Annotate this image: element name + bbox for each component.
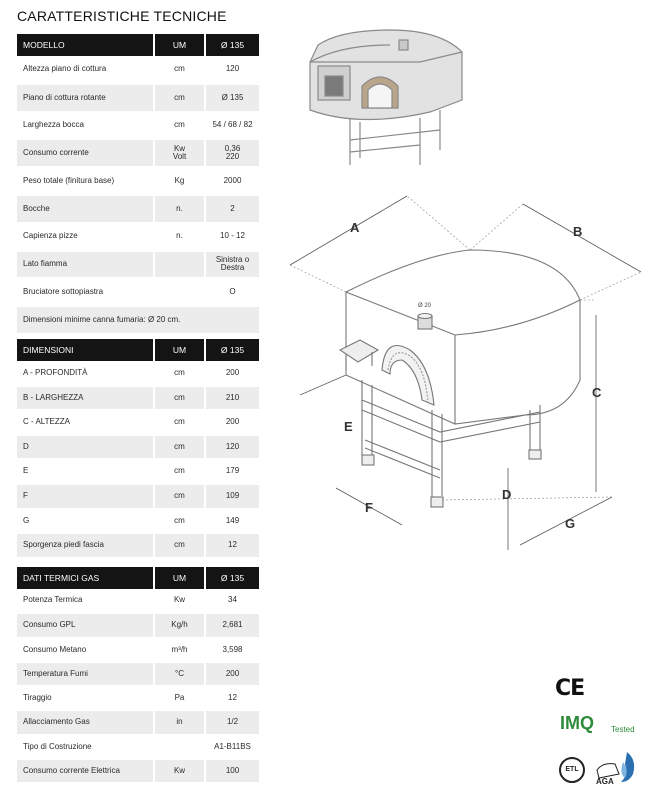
row-label: C - ALTEZZA: [17, 410, 154, 435]
value-cell: 100: [205, 759, 259, 783]
unit-cell: cm: [154, 410, 205, 435]
row-label: Consumo corrente Elettrica: [17, 759, 154, 783]
unit-cell: cm: [154, 509, 205, 534]
unit-cell: cm: [154, 84, 205, 112]
value-cell: 1/2: [205, 710, 259, 734]
row-label: E: [17, 459, 154, 484]
unit-cell: Kg: [154, 167, 205, 195]
row-label: Peso totale (finitura base): [17, 167, 154, 195]
row-label: Bruciatore sottopiastra: [17, 278, 154, 306]
unit-cell: in: [154, 710, 205, 734]
dimension-label-f: F: [365, 500, 373, 515]
imq-logo-icon: IMQ: [560, 713, 594, 733]
row-label: Tipo di Costruzione: [17, 735, 154, 759]
row-label: Consumo GPL: [17, 613, 154, 637]
unit-cell: n.: [154, 223, 205, 251]
value-cell: 200: [205, 410, 259, 435]
value-cell: 200: [205, 361, 259, 386]
unit-cell: Pa: [154, 686, 205, 710]
row-label: Bocche: [17, 195, 154, 223]
row-label: Allacciamento Gas: [17, 710, 154, 734]
ce-mark-icon: CE: [555, 676, 585, 701]
unit-cell: cm: [154, 533, 205, 558]
value-cell: 210: [205, 386, 259, 411]
unit-cell: Kw Volt: [154, 139, 205, 167]
value-cell: 54 / 68 / 82: [205, 112, 259, 140]
unit-cell: cm: [154, 112, 205, 140]
row-label: D: [17, 435, 154, 460]
oven-main-drawing: [290, 196, 641, 550]
row-label: A - PROFONDITÀ: [17, 361, 154, 386]
value-cell: 149: [205, 509, 259, 534]
row-label: Potenza Termica: [17, 589, 154, 613]
column-header: MODELLO: [17, 34, 154, 56]
value-cell: 109: [205, 484, 259, 509]
unit-cell: Kw: [154, 589, 205, 613]
column-header: DIMENSIONI: [17, 339, 154, 361]
value-cell: 120: [205, 435, 259, 460]
imq-tested-label: Tested: [611, 725, 635, 734]
column-header: Ø 135: [205, 34, 259, 56]
unit-cell: m³/h: [154, 638, 205, 662]
etl-listed-icon: ETL: [559, 757, 585, 783]
aga-logo-icon: [593, 748, 641, 786]
value-cell: Ø 135: [205, 84, 259, 112]
oven-preview-image: [310, 30, 462, 165]
value-cell: 12: [205, 686, 259, 710]
row-label: Sporgenza piedi fascia: [17, 533, 154, 558]
svg-text:AGA: AGA: [596, 777, 614, 786]
value-cell: 12: [205, 533, 259, 558]
unit-cell: n.: [154, 195, 205, 223]
column-header: Ø 135: [205, 567, 259, 589]
unit-cell: cm: [154, 484, 205, 509]
value-cell: 120: [205, 56, 259, 84]
unit-cell: cm: [154, 361, 205, 386]
value-cell: 3,598: [205, 638, 259, 662]
dimension-label-b: B: [573, 224, 583, 239]
unit-cell: cm: [154, 56, 205, 84]
dimension-label-g: G: [565, 516, 576, 531]
column-header: UM: [154, 567, 205, 589]
row-label: Lato fiamma: [17, 251, 154, 279]
page-title: CARATTERISTICHE TECNICHE: [17, 8, 227, 24]
column-header: UM: [154, 339, 205, 361]
unit-cell: °C: [154, 662, 205, 686]
value-cell: 2: [205, 195, 259, 223]
row-label: Tiraggio: [17, 686, 154, 710]
dimension-label-a: A: [350, 220, 360, 235]
flue-diameter-label: Ø 20: [418, 303, 432, 309]
row-label: Temperatura Fumi: [17, 662, 154, 686]
row-label: F: [17, 484, 154, 509]
value-cell: 2,681: [205, 613, 259, 637]
unit-cell: cm: [154, 386, 205, 411]
value-cell: 34: [205, 589, 259, 613]
column-header: UM: [154, 34, 205, 56]
value-cell: 0,36 220: [205, 139, 259, 167]
value-cell: O: [205, 278, 259, 306]
unit-cell: cm: [154, 435, 205, 460]
row-label: Altezza piano di cottura: [17, 56, 154, 84]
value-cell: 10 - 12: [205, 223, 259, 251]
unit-cell: Kw: [154, 759, 205, 783]
value-cell: A1-B11BS: [205, 735, 259, 759]
value-cell: 179: [205, 459, 259, 484]
row-label: Piano di cottura rotante: [17, 84, 154, 112]
column-header: Ø 135: [205, 339, 259, 361]
row-label: G: [17, 509, 154, 534]
unit-cell: cm: [154, 459, 205, 484]
dimension-label-d: D: [502, 487, 512, 502]
value-cell: Sinistra o Destra: [205, 251, 259, 279]
dimension-label-e: E: [344, 419, 353, 434]
row-label: Consumo corrente: [17, 139, 154, 167]
value-cell: 2000: [205, 167, 259, 195]
flue-footnote: Dimensioni minime canna fumaria: Ø 20 cm.: [17, 306, 259, 334]
unit-cell: Kg/h: [154, 613, 205, 637]
value-cell: 200: [205, 662, 259, 686]
row-label: Capienza pizze: [17, 223, 154, 251]
row-label: Larghezza bocca: [17, 112, 154, 140]
row-label: B - LARGHEZZA: [17, 386, 154, 411]
column-header: DATI TERMICI GAS: [17, 567, 154, 589]
dimension-label-c: C: [592, 385, 602, 400]
row-label: Consumo Metano: [17, 638, 154, 662]
